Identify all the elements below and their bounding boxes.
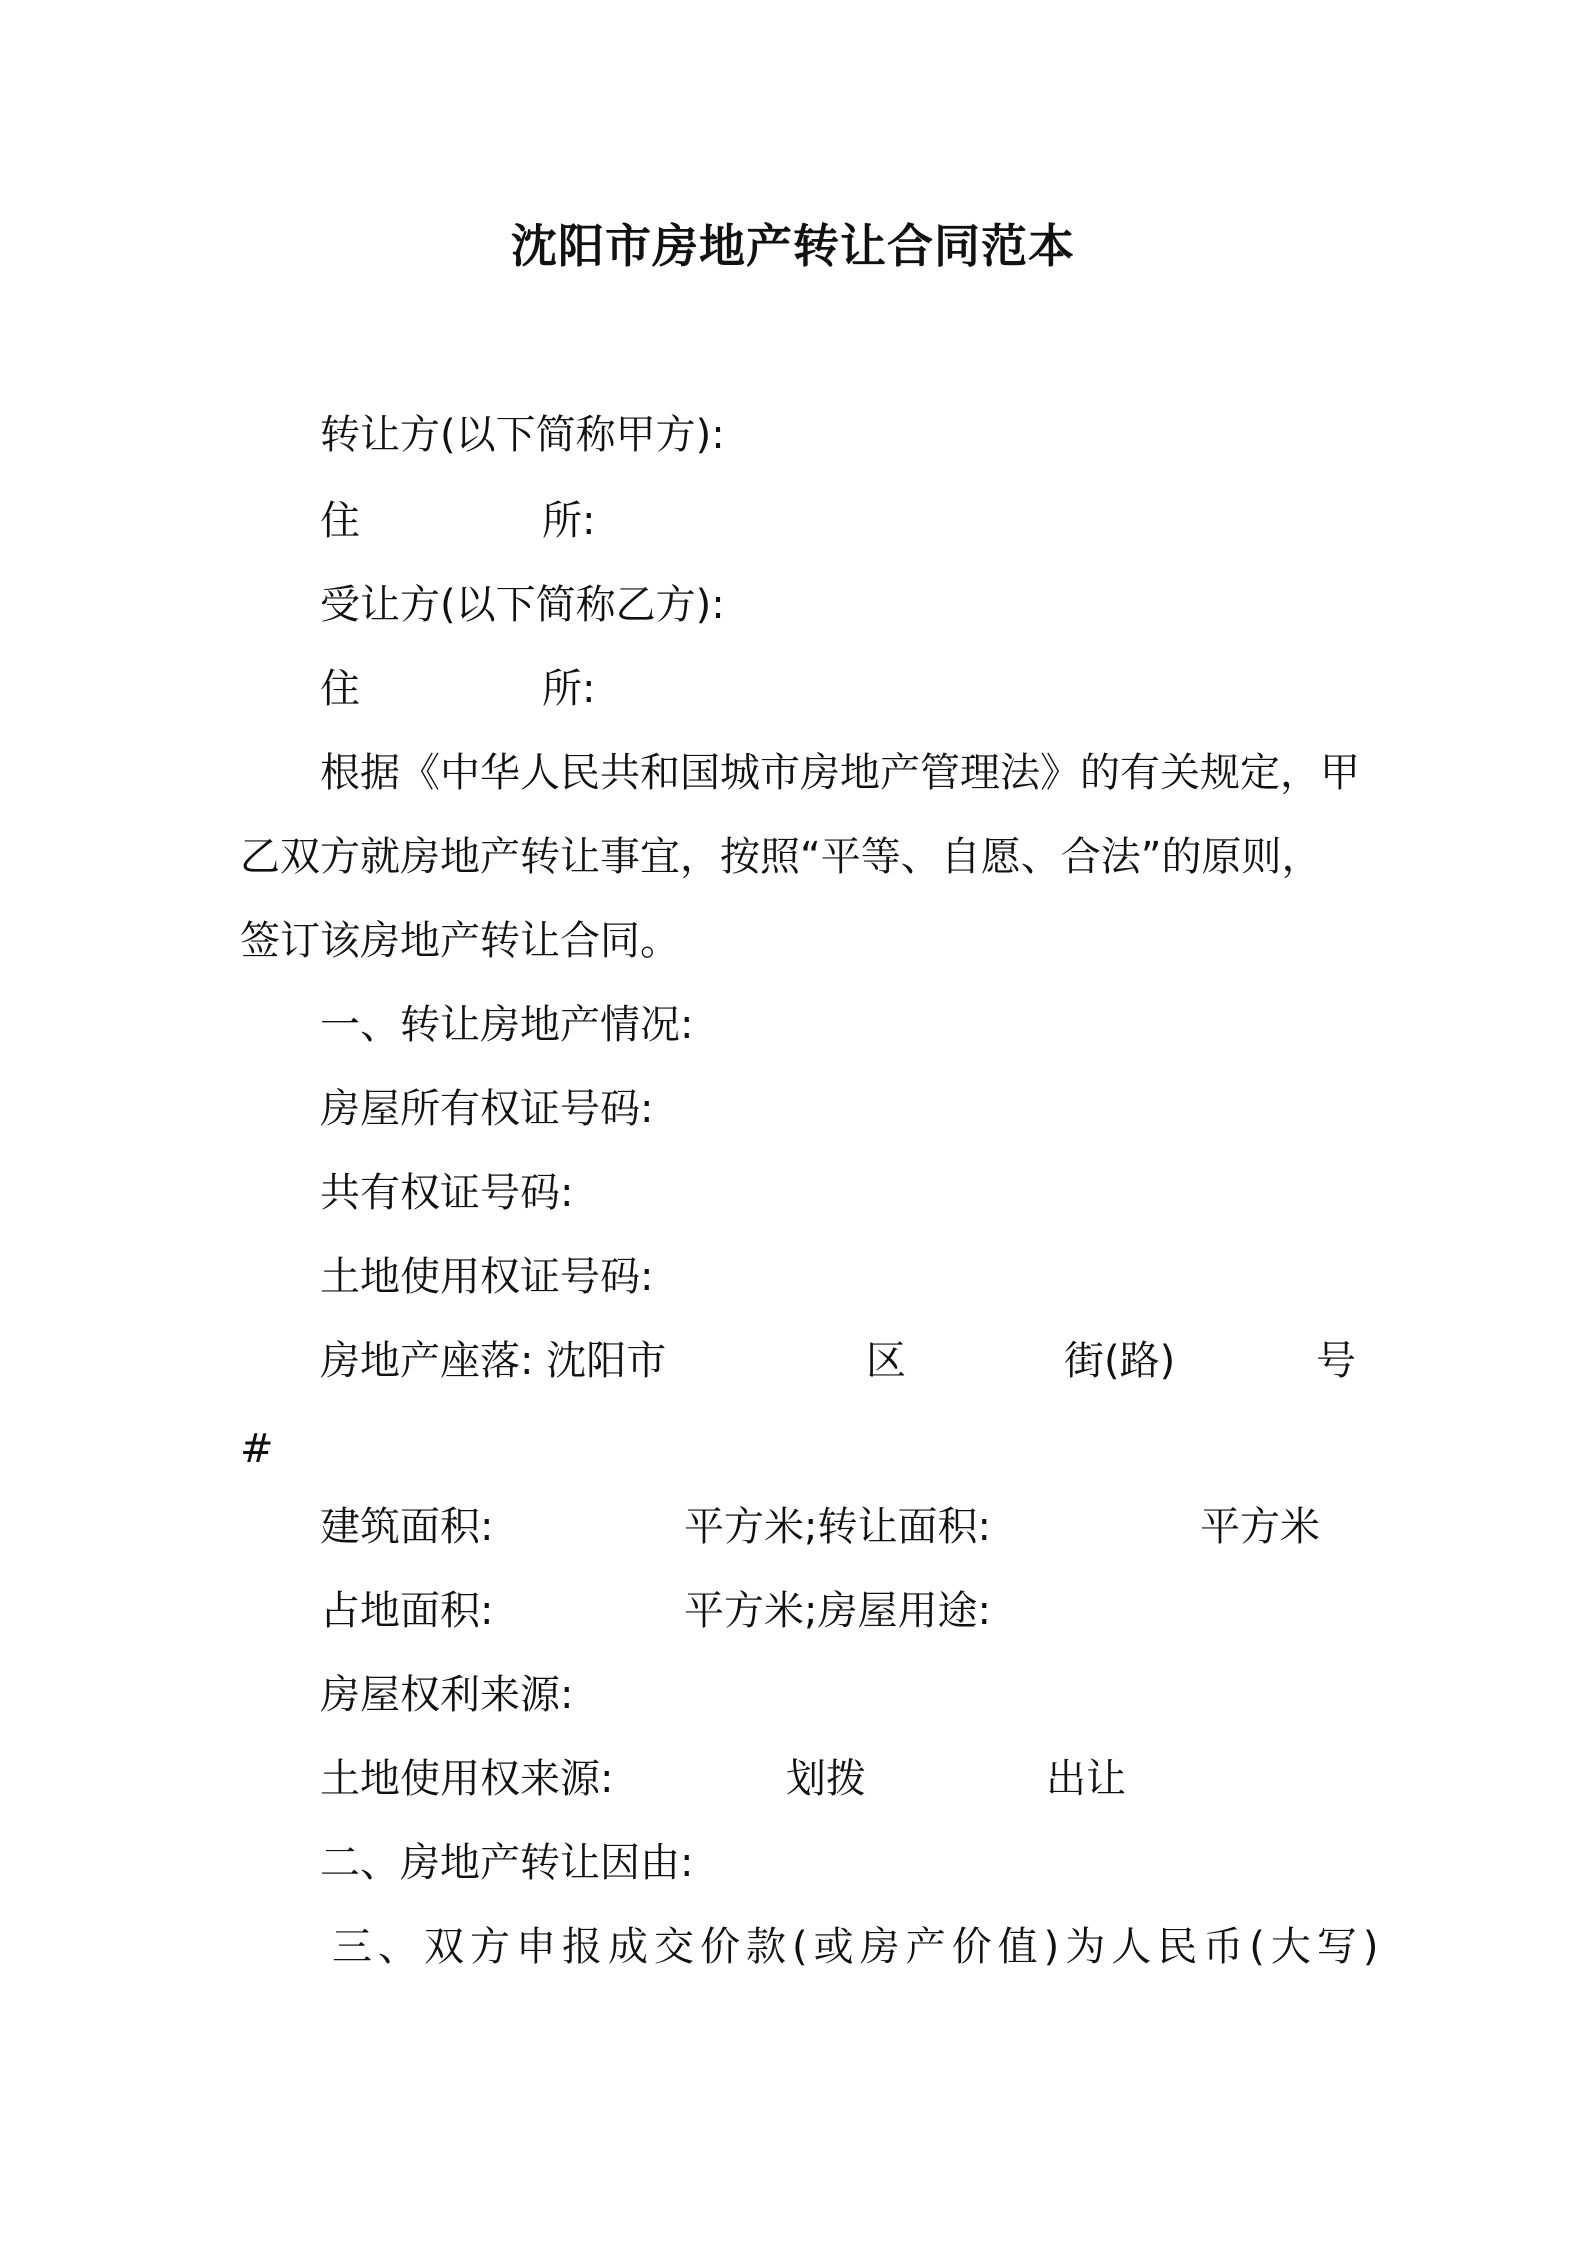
land-area-label: 占地面积: [320,1588,494,1634]
allocation-option: 划拨 [786,1756,866,1802]
house-rights-source-label: 房屋权利来源: [320,1672,574,1718]
preamble-line-2: 乙双方就房地产转让事宜，按照“平等、自愿、合法”的原则， [240,834,1322,880]
section-3-heading: 三、双方申报成交价款(或房产价值)为人民币(大写) [332,1924,1385,1970]
preamble-line-1: 根据《中华人民共和国城市房地产管理法》的有关规定，甲 [320,750,1360,796]
land-use-cert-label: 土地使用权证号码: [320,1254,654,1300]
house-ownership-cert-label: 房屋所有权证号码: [320,1086,654,1132]
transfer-option: 出让 [1046,1756,1126,1802]
transfer-area-label: 平方米;转让面积: [684,1504,991,1550]
party-b-address-label-start: 住 [320,666,360,712]
party-b-address-label-end: 所: [542,666,596,712]
party-a-label: 转让方(以下简称甲方): [320,412,725,458]
section-2-heading: 二、房地产转让因由: [320,1840,694,1886]
location-number-label: 号 [1316,1338,1356,1384]
section-1-heading: 一、转让房地产情况: [320,1002,694,1048]
house-usage-label: 平方米;房屋用途: [684,1588,991,1634]
party-a-address-label-start: 住 [320,498,360,544]
building-area-label: 建筑面积: [320,1504,494,1550]
location-label: 房地产座落: 沈阳市 [320,1338,667,1384]
location-street-label: 街(路) [1064,1338,1176,1384]
land-rights-source-label: 土地使用权来源: [320,1756,614,1802]
location-hash-mark: # [240,1426,274,1472]
preamble-line-3: 签订该房地产转让合同。 [240,918,680,964]
co-ownership-cert-label: 共有权证号码: [320,1170,574,1216]
party-b-label: 受让方(以下简称乙方): [320,582,725,628]
party-a-address-label-end: 所: [542,498,596,544]
location-district-label: 区 [866,1338,906,1384]
document-title: 沈阳市房地产转让合同范本 [511,219,1075,273]
transfer-area-unit: 平方米 [1200,1504,1320,1550]
